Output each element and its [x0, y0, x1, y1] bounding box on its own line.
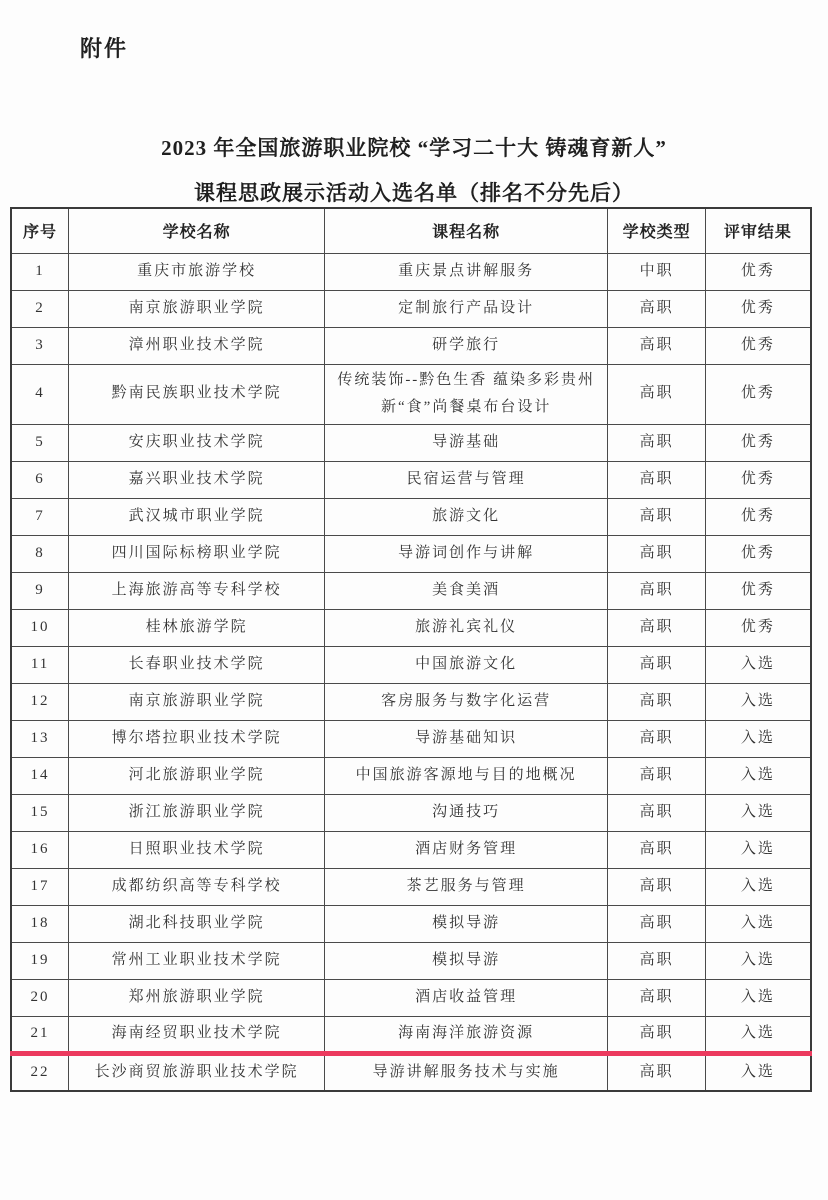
cell-school-name: 河北旅游职业学院: [69, 758, 325, 795]
table-header-row: [11, 208, 811, 253]
table-row: [11, 795, 811, 832]
cell-review-result: 入选: [705, 943, 811, 980]
cell-course-name: 导游词创作与讲解: [325, 536, 608, 573]
title-line-2: 课程思政展示活动入选名单（排名不分先后）: [194, 181, 634, 205]
cell-school-name: 嘉兴职业技术学院: [69, 462, 325, 499]
cell-school-type: 高职: [608, 795, 706, 832]
cell-school-name: 重庆市旅游学校: [69, 253, 325, 290]
attachment-label: 附件: [80, 36, 129, 61]
cell-serial-number: 5: [11, 425, 69, 462]
table-row: [11, 869, 811, 906]
cell-course-name: 导游基础: [325, 425, 608, 462]
cell-school-type: 高职: [608, 327, 706, 364]
cell-school-name: 安庆职业技术学院: [69, 425, 325, 462]
column-header-school-type: 学校类型: [608, 208, 706, 253]
cell-review-result: 入选: [705, 795, 811, 832]
cell-course-name: 中国旅游文化: [325, 647, 608, 684]
cell-review-result: 优秀: [705, 462, 811, 499]
column-header-serial-number: 序号: [11, 208, 69, 253]
cell-school-type: 高职: [608, 573, 706, 610]
table-row: [11, 327, 811, 364]
cell-serial-number: 20: [11, 980, 69, 1017]
cell-course-name: 美食美酒: [325, 573, 608, 610]
table-row: [11, 1054, 811, 1091]
cell-serial-number: 4: [11, 364, 69, 425]
cell-serial-number: 2: [11, 290, 69, 327]
table-row: [11, 499, 811, 536]
table-row: [11, 832, 811, 869]
cell-review-result: 入选: [705, 980, 811, 1017]
table-row: [11, 462, 811, 499]
cell-school-name: 黔南民族职业技术学院: [69, 364, 325, 425]
cell-school-type: 高职: [608, 684, 706, 721]
cell-serial-number: 15: [11, 795, 69, 832]
cell-review-result: 优秀: [705, 253, 811, 290]
column-header-course-name: 课程名称: [325, 208, 608, 253]
cell-course-name: 中国旅游客源地与目的地概况: [325, 758, 608, 795]
table-row: [11, 253, 811, 290]
cell-school-type: 高职: [608, 610, 706, 647]
cell-serial-number: 10: [11, 610, 69, 647]
cell-school-type: 高职: [608, 499, 706, 536]
column-header-school-name: 学校名称: [69, 208, 325, 253]
cell-course-name: 民宿运营与管理: [325, 462, 608, 499]
cell-school-name: 桂林旅游学院: [69, 610, 325, 647]
cell-school-name: 常州工业职业技术学院: [69, 943, 325, 980]
cell-school-type: 高职: [608, 1017, 706, 1054]
cell-review-result: 优秀: [705, 610, 811, 647]
table-row: [11, 425, 811, 462]
cell-school-name: 成都纺织高等专科学校: [69, 869, 325, 906]
cell-school-type: 高职: [608, 364, 706, 425]
cell-school-type: 高职: [608, 832, 706, 869]
cell-review-result: 入选: [705, 906, 811, 943]
cell-course-name: 海南海洋旅游资源: [325, 1017, 608, 1054]
cell-serial-number: 16: [11, 832, 69, 869]
cell-course-name: 旅游文化: [325, 499, 608, 536]
table-row: [11, 721, 811, 758]
cell-review-result: 入选: [705, 684, 811, 721]
cell-serial-number: 18: [11, 906, 69, 943]
cell-serial-number: 17: [11, 869, 69, 906]
cell-course-name: 模拟导游: [325, 906, 608, 943]
cell-course-name: 酒店财务管理: [325, 832, 608, 869]
column-header-review-result: 评审结果: [705, 208, 811, 253]
cell-school-name: 博尔塔拉职业技术学院: [69, 721, 325, 758]
cell-serial-number: 21: [11, 1017, 69, 1054]
cell-serial-number: 19: [11, 943, 69, 980]
cell-course-name: 导游讲解服务技术与实施: [325, 1054, 608, 1091]
cell-review-result: 入选: [705, 1017, 811, 1054]
document-title: [0, 126, 828, 216]
cell-school-type: 高职: [608, 869, 706, 906]
cell-school-type: 高职: [608, 758, 706, 795]
cell-review-result: 优秀: [705, 364, 811, 425]
cell-review-result: 入选: [705, 869, 811, 906]
title-line-1: 2023 年全国旅游职业院校 “学习二十大 铸魂育新人”: [161, 136, 667, 160]
cell-course-name: 研学旅行: [325, 327, 608, 364]
cell-school-name: 湖北科技职业学院: [69, 906, 325, 943]
cell-serial-number: 1: [11, 253, 69, 290]
cell-serial-number: 22: [11, 1054, 69, 1091]
cell-review-result: 入选: [705, 1054, 811, 1091]
cell-review-result: 优秀: [705, 290, 811, 327]
cell-serial-number: 9: [11, 573, 69, 610]
cell-school-name: 武汉城市职业学院: [69, 499, 325, 536]
cell-school-type: 高职: [608, 980, 706, 1017]
table-row: [11, 758, 811, 795]
cell-school-type: 高职: [608, 425, 706, 462]
table-row: [11, 364, 811, 425]
cell-course-name: 重庆景点讲解服务: [325, 253, 608, 290]
table-row: [11, 573, 811, 610]
cell-school-type: 高职: [608, 943, 706, 980]
cell-review-result: 优秀: [705, 499, 811, 536]
table-row: [11, 610, 811, 647]
cell-review-result: 优秀: [705, 425, 811, 462]
cell-review-result: 入选: [705, 832, 811, 869]
cell-review-result: 入选: [705, 758, 811, 795]
cell-course-name: 导游基础知识: [325, 721, 608, 758]
cell-course-name: 定制旅行产品设计: [325, 290, 608, 327]
cell-review-result: 优秀: [705, 536, 811, 573]
cell-school-type: 高职: [608, 462, 706, 499]
cell-school-name: 日照职业技术学院: [69, 832, 325, 869]
table-row: [11, 684, 811, 721]
table-row: [11, 536, 811, 573]
cell-school-name: 上海旅游高等专科学校: [69, 573, 325, 610]
cell-serial-number: 7: [11, 499, 69, 536]
cell-review-result: 入选: [705, 721, 811, 758]
cell-school-type: 中职: [608, 253, 706, 290]
cell-serial-number: 13: [11, 721, 69, 758]
cell-course-name: 客房服务与数字化运营: [325, 684, 608, 721]
cell-serial-number: 3: [11, 327, 69, 364]
table-row: [11, 290, 811, 327]
cell-school-type: 高职: [608, 721, 706, 758]
cell-course-name: 旅游礼宾礼仪: [325, 610, 608, 647]
cell-course-name: 传统装饰--黔色生香 蕴染多彩贵州新“食”尚餐桌布台设计: [325, 364, 608, 425]
cell-review-result: 优秀: [705, 573, 811, 610]
cell-school-name: 长沙商贸旅游职业技术学院: [69, 1054, 325, 1091]
cell-school-name: 南京旅游职业学院: [69, 290, 325, 327]
table-row: [11, 980, 811, 1017]
cell-course-name: 沟通技巧: [325, 795, 608, 832]
cell-school-type: 高职: [608, 1054, 706, 1091]
cell-review-result: 优秀: [705, 327, 811, 364]
cell-school-name: 长春职业技术学院: [69, 647, 325, 684]
cell-serial-number: 14: [11, 758, 69, 795]
table-row: [11, 906, 811, 943]
cell-school-name: 郑州旅游职业学院: [69, 980, 325, 1017]
results-table: [10, 207, 812, 1092]
cell-serial-number: 6: [11, 462, 69, 499]
cell-serial-number: 11: [11, 647, 69, 684]
table-row: [11, 1017, 811, 1054]
cell-school-type: 高职: [608, 906, 706, 943]
table-row: [11, 647, 811, 684]
cell-school-type: 高职: [608, 290, 706, 327]
cell-school-name: 浙江旅游职业学院: [69, 795, 325, 832]
cell-course-name: 茶艺服务与管理: [325, 869, 608, 906]
cell-school-type: 高职: [608, 536, 706, 573]
cell-serial-number: 8: [11, 536, 69, 573]
cell-school-name: 漳州职业技术学院: [69, 327, 325, 364]
cell-school-name: 海南经贸职业技术学院: [69, 1017, 325, 1054]
cell-course-name: 模拟导游: [325, 943, 608, 980]
results-table-body: [11, 253, 811, 1091]
cell-course-name: 酒店收益管理: [325, 980, 608, 1017]
cell-school-name: 四川国际标榜职业学院: [69, 536, 325, 573]
cell-school-name: 南京旅游职业学院: [69, 684, 325, 721]
cell-serial-number: 12: [11, 684, 69, 721]
cell-school-type: 高职: [608, 647, 706, 684]
table-row: [11, 943, 811, 980]
cell-review-result: 入选: [705, 647, 811, 684]
